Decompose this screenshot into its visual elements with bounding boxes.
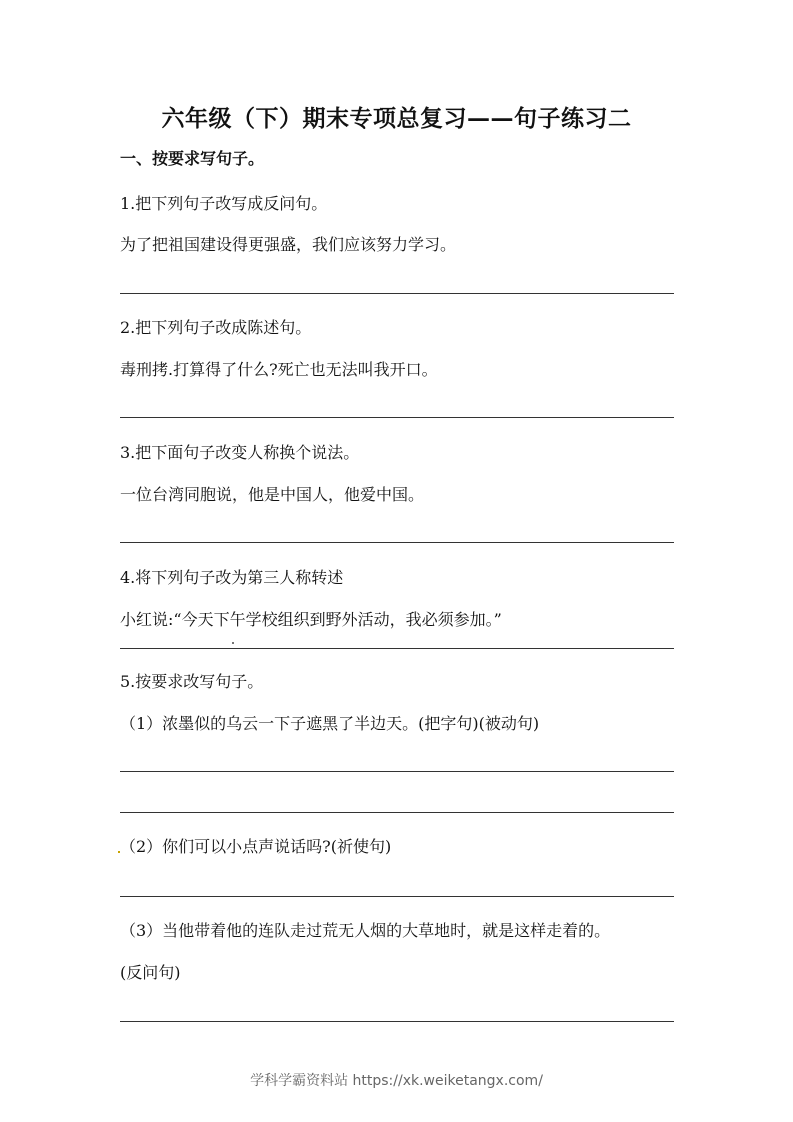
q5-prompt: 5.按要求改写句子。 — [120, 672, 264, 691]
q5-sub3-line2: (反问句) — [120, 963, 181, 982]
q3-prompt: 3.把下面句子改变人称换个说法。 — [120, 443, 360, 462]
q1-answer-line[interactable] — [120, 293, 674, 294]
q5-sub2: （2）你们可以小点声说话吗?(祈使句) — [120, 837, 392, 856]
q1-prompt: 1.把下列句子改写成反问句。 — [120, 194, 328, 213]
q5-sub2-answer-line[interactable] — [120, 896, 674, 897]
section-heading: 一、按要求写句子。 — [120, 149, 265, 168]
page-title: 六年级（下）期末专项总复习——句子练习二 — [161, 105, 632, 132]
footer-watermark: 学科学霸资料站 https://xk.weiketangx.com/ — [250, 1073, 543, 1089]
q1-sentence: 为了把祖国建设得更强盛，我们应该努力学习。 — [120, 235, 457, 254]
q4-sentence: 小红说:“今天下午学校组织到野外活动，我必须参加。” — [120, 610, 502, 629]
q5-sub3-answer-line[interactable] — [120, 1021, 674, 1022]
q2-prompt: 2.把下列句子改成陈述句。 — [120, 318, 312, 337]
stray-mark — [232, 642, 234, 644]
q5-sub1-answer-line-2[interactable] — [120, 812, 674, 813]
q5-sub3-line1: （3）当他带着他的连队走过荒无人烟的大草地时，就是这样走着的。 — [120, 921, 611, 940]
q4-prompt: 4.将下列句子改为第三人称转述 — [120, 568, 344, 587]
q3-answer-line[interactable] — [120, 542, 674, 543]
q3-sentence: 一位台湾同胞说，他是中国人，他爱中国。 — [120, 485, 425, 504]
q2-answer-line[interactable] — [120, 417, 674, 418]
q5-sub1-answer-line-1[interactable] — [120, 771, 674, 772]
q4-answer-line[interactable] — [120, 648, 674, 649]
q5-sub1: （1）浓墨似的乌云一下子遮黑了半边天。(把字句)(被动句) — [120, 714, 540, 733]
q2-sentence: 毒刑拷.打算得了什么?死亡也无法叫我开口。 — [120, 360, 438, 379]
